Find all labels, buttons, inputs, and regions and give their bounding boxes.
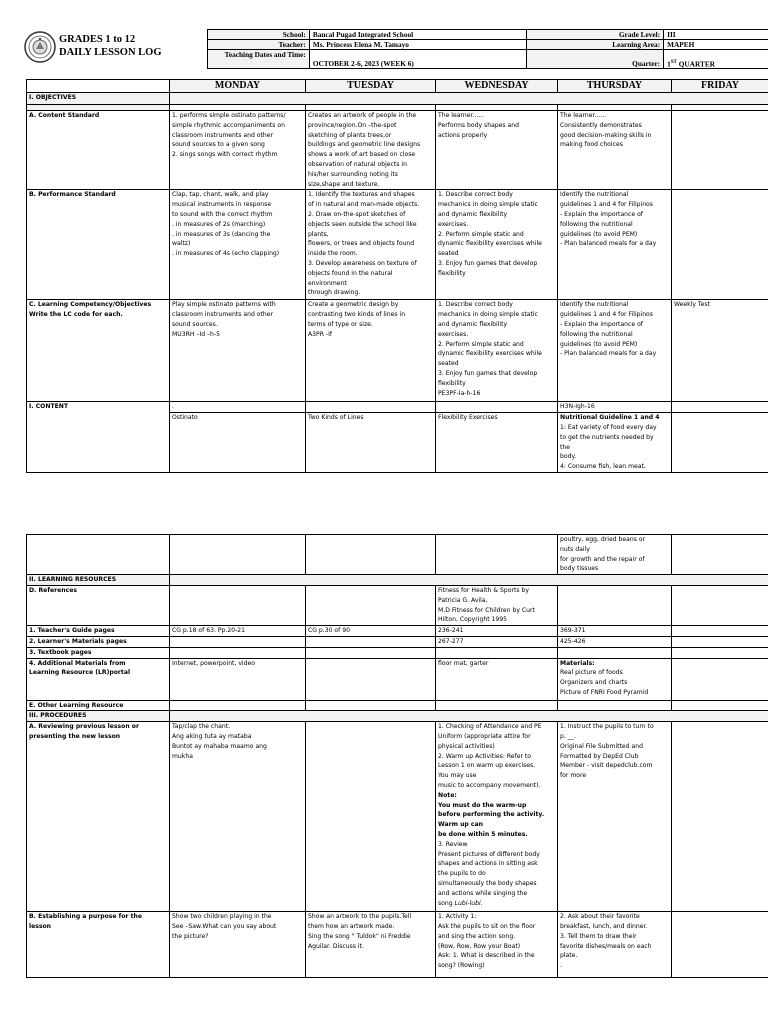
day-header-tuesday: TUESDAY [306,80,436,93]
content-label: I. CONTENT [27,402,170,473]
content-thursday-text: 1: Eat variety of food every day to get the nutrients needed by the body. 4: Consume fish, lean meat, [560,423,657,471]
teachers-guide-tuesday: CG p.30 of 90 [306,626,436,637]
quarter-word: QUARTER [676,59,715,68]
content-code-thursday: H3N-Igh-16 [558,402,672,413]
title-line-2: DAILY LESSON LOG [59,47,162,58]
review-body: 3. Review Present pictures of different body shapes and actions in sitting ask the pupils to do simultaneously the body shapes and actions while singing the song [438,840,540,907]
reviewing-lesson-thursday: 1. Instruct the pupils to turn to p. __. Original File Submitted and Formatted by DepEd Club Member - visit depedclub.com for more [558,722,672,912]
deped-seal-logo [24,31,56,63]
learners-materials-wednesday: 267-277 [436,636,558,647]
competency-tuesday: Create a geometric design by contrasting two kinds of lines in terms of type or size. A3PR -If [306,300,436,402]
lesson-table-part-1 [26,79,768,473]
additional-materials-thursday [558,658,672,700]
teachers-guide-label: 1. Teacher's Guide pages [27,626,170,637]
competency-label: C. Learning Competency/Objectives Write the LC code for each. [27,300,170,402]
establishing-purpose-thursday: 2. Ask about their favorite breakfast, lunch, and dinner. 3. Tell them to draw their favorite dishes/meals on each plate. . [558,912,672,978]
performance-standard-thursday: Identify the nutritional guidelines 1 and 4 for Filipinos - Explain the importance of following the nutritional guidelines (to avoid PEM) - Plan balanced meals for a day [558,190,672,300]
references-label: D. References [27,585,170,625]
grade-level-value: III [664,30,768,40]
school-value: Bancal Pugad Integrated School [309,30,527,40]
other-resource-label: E. Other Learning Resource [27,700,170,711]
performance-standard-wednesday: 1. Describe correct body mechanics in doing simple static and dynamic flexibility exercises. 2. Perform simple static and dynamic flexibility exercises while seated 3. Enjoy fun games that develop flexibility [436,190,558,300]
competency-thursday: Identify the nutritional guidelines 1 and 4 for Filipinos - Explain the importance of following the nutritional guidelines (to avoid PEM) - Plan balanced meals for a day [558,300,672,402]
header-info-table [207,29,768,69]
content-tuesday: Two Kinds of Lines [306,413,436,473]
table-row [27,535,768,575]
performance-standard-label: B. Performance Standard [27,190,170,300]
table-row [27,190,768,300]
reviewing-lesson-label: A. Reviewing previous lesson or presenting the new lesson [27,722,170,912]
warmup-text: 1. Checking of Attendance and PE Uniform (appropriate attire for physical activities) 2. Warm up Activities: Refer to Lesson 1 on warm up exercises. You may use music to accompany movement). [438,723,542,789]
teachers-guide-thursday: 369-371 [558,626,672,637]
teacher-label: Teacher: [208,40,310,50]
table-row [27,111,768,190]
day-header-monday: MONDAY [170,80,306,93]
competency-wednesday: 1. Describe correct body mechanics in doing simple static and dynamic flexibility exercises. 2. Perform simple static and dynamic flexibility exercises while seated 3. Enjoy fun games that develop flexibility PE3PF-Ia-h-16 [436,300,558,402]
teaching-dates-value: OCTOBER 2-6, 2023 (WEEK 6) [309,50,527,69]
table-row [27,585,768,625]
title-line-1: GRADES 1 to 12 [59,34,136,45]
teacher-value: Ms. Princess Elena M. Tamayo [309,40,527,50]
review-text [438,840,555,909]
performance-standard-friday [672,190,768,300]
quarter-label: Quarter: [527,50,664,69]
learners-materials-label: 2. Learner's Materials pages [27,636,170,647]
teachers-guide-monday: CG p.18 of 63. Pp.20-21 [170,626,306,637]
establishing-purpose-tuesday: Show an artwork to the pupils.Tell them how an artwork made. Sing the song " Tuldok" ni Freddie Aguilar. Discuss it. [306,912,436,978]
day-header-friday: FRIDAY [672,80,768,93]
materials-title: Materials: [560,659,595,667]
performance-standard-monday: Clap, tap, chant, walk, and play musical instruments in response to sound with the correct rhythm . in measures of 2s (marching) . in measures of 3s (dancing the waltz) . in measures of 4s (echo clapping) [170,190,306,300]
references-wednesday: Fitness for Health & Sports by Patricia G. Avila, M.D Fitness for Children by Curt Hilton, Copyright 1995 [436,585,558,625]
table-row [27,636,768,647]
table-row [27,647,768,658]
additional-materials-wednesday: floor mat, garter [436,658,558,700]
content-top-monday: . [170,402,306,413]
day-header-wednesday: WEDNESDAY [436,80,558,93]
table-row [27,912,768,978]
teachers-guide-wednesday: 236-241 [436,626,558,637]
content-standard-label: A. Content Standard [27,111,170,190]
materials-list: Real picture of foods Organizers and charts Picture of FNRI Food Pyramid [560,669,649,696]
reviewing-lesson-monday: Tap/clap the chant. Ang aking tuta ay mataba Buntot ay mahaba maamo ang mukha [170,722,306,912]
learners-materials-thursday: 425-426 [558,636,672,647]
content-monday: Ostinato [170,413,306,473]
section-objectives: I. OBJECTIVES [27,93,170,105]
table-row [27,626,768,637]
corner-header-cell [27,80,170,93]
additional-materials-label: 4. Additional Materials from Learning Resource (LR)portal [27,658,170,700]
school-label: School: [208,30,310,40]
quarter-superscript: ST [670,59,677,65]
table-row [27,300,768,402]
reviewing-lesson-wednesday [436,722,558,912]
review-song-title: Lubi-lubi. [454,899,483,907]
lesson-table-part-2 [26,534,768,978]
grade-level-label: Grade Level: [527,30,664,40]
content-standard-tuesday: Creates an artwork of people in the province/region.On –the-spot sketching of plants trees,or buildings and geometric line designs shows a work of art based on close observation of natural objects in his/her surrounding noting its size,shape and texture. [306,111,436,190]
quarter-value [664,50,768,69]
document-title [59,33,162,59]
learning-area-label: Learning Area: [527,40,664,50]
content-wednesday: Flexibility Exercises [436,413,558,473]
establishing-purpose-wednesday: 1. Activity 1: Ask the pupils to sit on the floor and sing the action song. (Row, Row, Row your Boat) Ask: 1. What is described in the song? (Rowing) [436,912,558,978]
content-standard-thursday: The learner...... Consistently demonstrates good decision-making skills in making food choices [558,111,672,190]
objectives-filler [170,93,768,105]
quarter-number: 1 [667,59,671,68]
competency-monday: Play simple ostinato patterns with classroom instruments and other sound sources. MU3RH –Id –h-5 [170,300,306,402]
content-thursday-title: Nutritional Guideline 1 and 4 [560,414,660,422]
table-row [27,722,768,912]
establishing-purpose-monday: Show two children playing in the See –Saw.What can you say about the picture? [170,912,306,978]
section-procedures: III. PROCEDURES [27,711,170,722]
additional-materials-monday: Internet, powerpoint, video [170,658,306,700]
content-standard-wednesday: The learner...... Performs body shapes and actions properly [436,111,558,190]
competency-friday: Weekly Test [672,300,768,402]
content-thursday-continued: poultry, egg, dried beans or nuts daily for growth and the repair of body tissues [558,535,672,575]
establishing-purpose-label: B. Establishing a purpose for the lesson [27,912,170,978]
content-standard-friday [672,111,768,190]
learning-area-value: MAPEH [664,40,768,50]
section-learning-resources: II. LEARNING RESOURCES [27,575,170,586]
performance-standard-tuesday: 1. Identify the textures and shapes of in natural and man-made objects. 2. Draw on-the-spot sketches of objects seen outside the school like plants, flowers, or trees and objects found inside the room. 3. Develop awareness on texture of objects found in the natural environment through drawing. [306,190,436,300]
content-standard-monday: 1. performs simple ostinato patterns/ simple rhythmic accompaniments on classroom instruments and other sound sources to a given song 2. sings songs with correct rhythm [170,111,306,190]
table-row [27,402,768,413]
table-row [27,700,768,711]
teaching-dates-label: Teaching Dates and Time: [208,50,310,69]
textbook-pages-label: 3. Textbook pages [27,647,170,658]
day-header-thursday: THURSDAY [558,80,672,93]
warmup-note: Note: You must do the warm-up before performing the activity. Warm up can be done within 5 minutes. [438,791,545,838]
content-thursday [558,413,672,473]
table-row [27,658,768,700]
